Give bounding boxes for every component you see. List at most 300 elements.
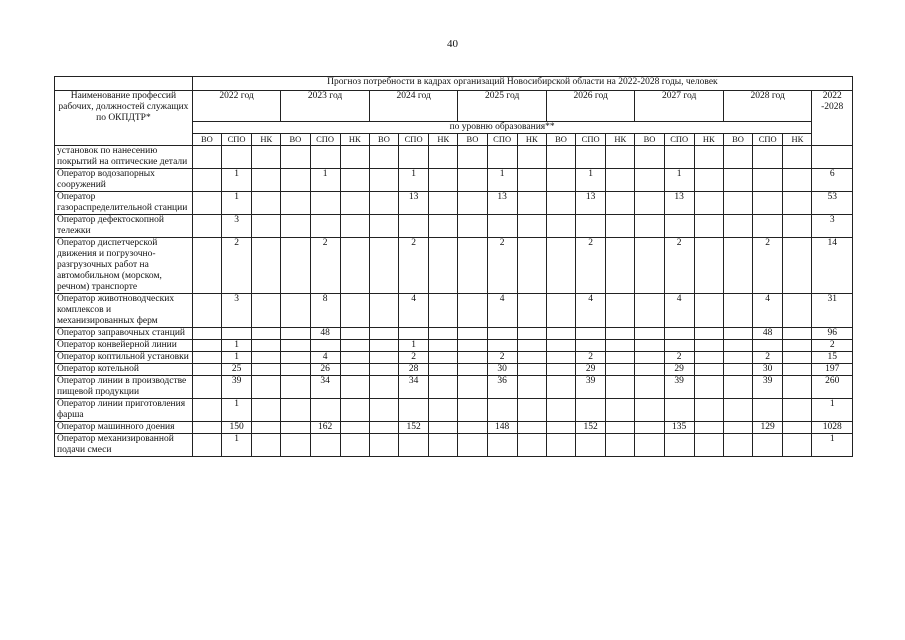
cell-nk: [429, 340, 458, 352]
cell-spo: [664, 146, 694, 169]
cell-spo: [222, 146, 252, 169]
level-header: НК: [694, 134, 723, 146]
cell-vo: [635, 340, 664, 352]
cell-spo: [753, 192, 783, 215]
cell-vo: [281, 215, 310, 238]
cell-vo: [546, 328, 575, 340]
cell-spo: 1: [222, 340, 252, 352]
cell-spo: 25: [222, 364, 252, 376]
cell-nk: [783, 238, 812, 294]
level-header: ВО: [723, 134, 752, 146]
profession-name: Оператор котельной: [55, 364, 193, 376]
cell-nk: [606, 146, 635, 169]
cell-nk: [340, 376, 369, 399]
cell-vo: [281, 192, 310, 215]
cell-vo: [458, 376, 487, 399]
cell-vo: [281, 434, 310, 457]
year-header: 2024 год: [369, 91, 458, 122]
cell-vo: [369, 294, 398, 328]
cell-spo: 4: [664, 294, 694, 328]
table-row: [55, 352, 853, 364]
level-header: ВО: [546, 134, 575, 146]
cell-vo: [723, 192, 752, 215]
cell-total: 3: [812, 215, 853, 238]
cell-spo: 4: [310, 352, 340, 364]
cell-vo: [458, 146, 487, 169]
cell-nk: [517, 399, 546, 422]
cell-vo: [281, 169, 310, 192]
cell-nk: [252, 215, 281, 238]
cell-spo: 2: [576, 352, 606, 364]
cell-spo: 1: [222, 399, 252, 422]
cell-nk: [694, 238, 723, 294]
header-row-title: [55, 77, 853, 91]
cell-vo: [281, 340, 310, 352]
cell-spo: [487, 399, 517, 422]
level-header: НК: [252, 134, 281, 146]
cell-nk: [252, 238, 281, 294]
cell-spo: [576, 215, 606, 238]
cell-nk: [694, 340, 723, 352]
table-row: [55, 399, 853, 422]
cell-nk: [694, 399, 723, 422]
cell-spo: 2: [222, 238, 252, 294]
cell-nk: [783, 169, 812, 192]
cell-spo: 148: [487, 422, 517, 434]
cell-nk: [783, 215, 812, 238]
cell-spo: 2: [576, 238, 606, 294]
cell-spo: 2: [664, 352, 694, 364]
profession-name: Оператор машинного доения: [55, 422, 193, 434]
cell-total: 31: [812, 294, 853, 328]
table-row: [55, 192, 853, 215]
level-header: СПО: [310, 134, 340, 146]
cell-vo: [723, 146, 752, 169]
table-row: [55, 364, 853, 376]
cell-spo: 2: [487, 352, 517, 364]
cell-spo: [753, 169, 783, 192]
cell-spo: 30: [487, 364, 517, 376]
cell-vo: [723, 328, 752, 340]
cell-spo: 4: [753, 294, 783, 328]
cell-vo: [458, 238, 487, 294]
cell-spo: [664, 340, 694, 352]
level-header: ВО: [192, 134, 221, 146]
cell-spo: [399, 434, 429, 457]
cell-nk: [340, 146, 369, 169]
cell-spo: 2: [399, 238, 429, 294]
cell-vo: [546, 294, 575, 328]
cell-nk: [252, 169, 281, 192]
cell-vo: [458, 215, 487, 238]
year-header: 2022 год: [192, 91, 281, 122]
cell-vo: [723, 340, 752, 352]
cell-nk: [783, 364, 812, 376]
cell-spo: 4: [487, 294, 517, 328]
level-header: НК: [783, 134, 812, 146]
cell-vo: [723, 238, 752, 294]
cell-spo: [753, 399, 783, 422]
cell-vo: [723, 364, 752, 376]
cell-nk: [606, 215, 635, 238]
cell-nk: [340, 399, 369, 422]
cell-spo: 1: [399, 169, 429, 192]
cell-nk: [340, 434, 369, 457]
cell-vo: [546, 422, 575, 434]
cell-vo: [635, 215, 664, 238]
cell-nk: [783, 340, 812, 352]
cell-vo: [281, 352, 310, 364]
level-header: ВО: [369, 134, 398, 146]
cell-vo: [192, 364, 221, 376]
cell-vo: [192, 340, 221, 352]
table-row: [55, 146, 853, 169]
cell-vo: [635, 328, 664, 340]
forecast-title: Прогноз потребности в кадрах организаций Новосибирской области на 2022-2028 годы, человек: [192, 77, 852, 91]
cell-spo: 13: [576, 192, 606, 215]
cell-spo: 152: [576, 422, 606, 434]
cell-vo: [546, 340, 575, 352]
cell-total: 1: [812, 434, 853, 457]
cell-vo: [281, 422, 310, 434]
cell-vo: [369, 434, 398, 457]
cell-vo: [192, 434, 221, 457]
cell-spo: [399, 399, 429, 422]
cell-vo: [458, 192, 487, 215]
cell-spo: [664, 215, 694, 238]
cell-nk: [606, 169, 635, 192]
cell-vo: [635, 238, 664, 294]
cell-nk: [694, 215, 723, 238]
cell-vo: [723, 294, 752, 328]
cell-vo: [635, 352, 664, 364]
cell-nk: [252, 294, 281, 328]
cell-spo: 129: [753, 422, 783, 434]
profession-name: Оператор механизированной подачи смеси: [55, 434, 193, 457]
cell-nk: [606, 399, 635, 422]
cell-nk: [252, 376, 281, 399]
level-header: НК: [340, 134, 369, 146]
cell-spo: 4: [576, 294, 606, 328]
cell-vo: [192, 192, 221, 215]
profession-name: Оператор водозапорных сооружений: [55, 169, 193, 192]
cell-spo: 29: [664, 364, 694, 376]
cell-total: 14: [812, 238, 853, 294]
level-header: СПО: [664, 134, 694, 146]
cell-spo: 3: [222, 294, 252, 328]
cell-vo: [546, 192, 575, 215]
profession-name: Оператор конвейерной линии: [55, 340, 193, 352]
cell-spo: 39: [753, 376, 783, 399]
cell-vo: [723, 422, 752, 434]
cell-vo: [369, 238, 398, 294]
cell-spo: [664, 328, 694, 340]
cell-nk: [340, 352, 369, 364]
page-number: 40: [447, 38, 458, 50]
cell-nk: [517, 422, 546, 434]
cell-vo: [546, 215, 575, 238]
cell-spo: [310, 215, 340, 238]
cell-spo: 1: [222, 352, 252, 364]
cell-nk: [252, 434, 281, 457]
year-header: 2026 год: [546, 91, 635, 122]
cell-nk: [517, 192, 546, 215]
cell-vo: [635, 192, 664, 215]
cell-vo: [281, 364, 310, 376]
cell-vo: [458, 422, 487, 434]
cell-vo: [281, 328, 310, 340]
cell-nk: [606, 376, 635, 399]
table-row: [55, 238, 853, 294]
cell-total: 6: [812, 169, 853, 192]
cell-vo: [369, 340, 398, 352]
profession-name: Оператор диспетчерской движения и погрузочно-разгрузочных работ на автомобильном (морском, речном) транспорте: [55, 238, 193, 294]
cell-spo: 1: [222, 169, 252, 192]
cell-spo: [753, 340, 783, 352]
cell-nk: [517, 215, 546, 238]
cell-nk: [783, 434, 812, 457]
cell-vo: [192, 146, 221, 169]
cell-spo: 48: [310, 328, 340, 340]
cell-spo: [487, 340, 517, 352]
cell-nk: [783, 399, 812, 422]
cell-nk: [252, 340, 281, 352]
cell-nk: [694, 364, 723, 376]
by-level-header: по уровню образования**: [192, 122, 812, 134]
cell-spo: 39: [576, 376, 606, 399]
cell-nk: [694, 146, 723, 169]
cell-vo: [635, 399, 664, 422]
level-header: НК: [606, 134, 635, 146]
cell-spo: [664, 434, 694, 457]
cell-vo: [458, 352, 487, 364]
cell-spo: 150: [222, 422, 252, 434]
profession-name: Оператор заправочных станций: [55, 328, 193, 340]
cell-total: [812, 146, 853, 169]
cell-spo: 1: [310, 169, 340, 192]
table-row: [55, 328, 853, 340]
table-row: [55, 340, 853, 352]
cell-spo: 8: [310, 294, 340, 328]
cell-spo: 1: [664, 169, 694, 192]
cell-spo: 26: [310, 364, 340, 376]
cell-spo: [399, 146, 429, 169]
cell-vo: [635, 146, 664, 169]
cell-spo: [310, 340, 340, 352]
cell-vo: [458, 364, 487, 376]
total-column-header: 2022 -2028: [812, 91, 853, 146]
table-row: [55, 422, 853, 434]
cell-nk: [340, 238, 369, 294]
cell-nk: [606, 434, 635, 457]
header-row-years: [55, 91, 853, 122]
cell-spo: [753, 146, 783, 169]
cell-nk: [252, 399, 281, 422]
cell-spo: [576, 146, 606, 169]
cell-spo: 1: [487, 169, 517, 192]
cell-vo: [635, 422, 664, 434]
cell-spo: 1: [399, 340, 429, 352]
cell-total: 53: [812, 192, 853, 215]
cell-spo: [576, 434, 606, 457]
cell-nk: [340, 169, 369, 192]
forecast-table: [54, 76, 853, 457]
profession-name: Оператор линии в производстве пищевой продукции: [55, 376, 193, 399]
cell-nk: [606, 192, 635, 215]
cell-vo: [192, 328, 221, 340]
cell-nk: [694, 376, 723, 399]
cell-nk: [517, 328, 546, 340]
cell-vo: [281, 399, 310, 422]
cell-vo: [546, 399, 575, 422]
cell-vo: [192, 422, 221, 434]
cell-vo: [635, 364, 664, 376]
cell-vo: [723, 352, 752, 364]
cell-vo: [281, 294, 310, 328]
cell-nk: [429, 146, 458, 169]
cell-vo: [546, 352, 575, 364]
level-header: НК: [429, 134, 458, 146]
cell-nk: [429, 328, 458, 340]
cell-nk: [783, 294, 812, 328]
cell-nk: [429, 434, 458, 457]
year-header: 2025 год: [458, 91, 547, 122]
cell-nk: [694, 192, 723, 215]
cell-nk: [429, 215, 458, 238]
cell-vo: [723, 169, 752, 192]
cell-nk: [606, 352, 635, 364]
cell-nk: [694, 422, 723, 434]
cell-nk: [429, 376, 458, 399]
cell-vo: [192, 215, 221, 238]
cell-nk: [517, 294, 546, 328]
table-row: [55, 169, 853, 192]
profession-name: Оператор газораспределительной станции: [55, 192, 193, 215]
cell-total: 15: [812, 352, 853, 364]
cell-vo: [458, 294, 487, 328]
cell-spo: 2: [664, 238, 694, 294]
cell-vo: [635, 376, 664, 399]
cell-vo: [723, 215, 752, 238]
cell-nk: [517, 352, 546, 364]
cell-vo: [635, 294, 664, 328]
cell-total: 197: [812, 364, 853, 376]
profession-name: Оператор животноводческих комплексов и механизированных ферм: [55, 294, 193, 328]
cell-total: 1: [812, 399, 853, 422]
cell-vo: [369, 422, 398, 434]
profession-name: установок по нанесению покрытий на оптические детали: [55, 146, 193, 169]
cell-vo: [546, 169, 575, 192]
cell-spo: [753, 215, 783, 238]
cell-spo: [310, 399, 340, 422]
cell-vo: [369, 399, 398, 422]
cell-spo: 36: [487, 376, 517, 399]
cell-nk: [783, 328, 812, 340]
cell-spo: 162: [310, 422, 340, 434]
cell-spo: [310, 434, 340, 457]
cell-nk: [429, 352, 458, 364]
cell-spo: 135: [664, 422, 694, 434]
cell-nk: [606, 294, 635, 328]
cell-spo: 29: [576, 364, 606, 376]
level-header: ВО: [458, 134, 487, 146]
cell-vo: [458, 399, 487, 422]
cell-nk: [340, 215, 369, 238]
year-header: 2028 год: [723, 91, 812, 122]
level-header: СПО: [222, 134, 252, 146]
cell-vo: [546, 146, 575, 169]
level-header: СПО: [487, 134, 517, 146]
cell-vo: [723, 399, 752, 422]
cell-spo: 1: [222, 192, 252, 215]
cell-spo: 13: [487, 192, 517, 215]
cell-nk: [340, 294, 369, 328]
cell-spo: 48: [753, 328, 783, 340]
cell-nk: [252, 328, 281, 340]
cell-vo: [635, 434, 664, 457]
level-header: СПО: [753, 134, 783, 146]
cell-vo: [192, 376, 221, 399]
cell-nk: [252, 192, 281, 215]
cell-spo: 152: [399, 422, 429, 434]
cell-spo: [487, 215, 517, 238]
cell-spo: [310, 146, 340, 169]
cell-nk: [517, 434, 546, 457]
profession-name: Оператор дефектоскопной тележки: [55, 215, 193, 238]
cell-nk: [517, 238, 546, 294]
cell-spo: 30: [753, 364, 783, 376]
level-header: ВО: [281, 134, 310, 146]
cell-vo: [546, 434, 575, 457]
cell-total: 260: [812, 376, 853, 399]
cell-vo: [369, 169, 398, 192]
cell-nk: [606, 340, 635, 352]
cell-nk: [606, 422, 635, 434]
cell-nk: [783, 422, 812, 434]
cell-spo: [399, 215, 429, 238]
cell-nk: [252, 146, 281, 169]
cell-vo: [458, 169, 487, 192]
cell-vo: [458, 328, 487, 340]
level-header: НК: [517, 134, 546, 146]
cell-spo: [576, 340, 606, 352]
cell-spo: 2: [753, 238, 783, 294]
cell-spo: 39: [222, 376, 252, 399]
cell-nk: [252, 422, 281, 434]
cell-spo: [399, 328, 429, 340]
cell-spo: 39: [664, 376, 694, 399]
cell-vo: [281, 376, 310, 399]
cell-vo: [369, 215, 398, 238]
cell-spo: 1: [222, 434, 252, 457]
cell-vo: [458, 340, 487, 352]
cell-vo: [635, 169, 664, 192]
cell-nk: [340, 422, 369, 434]
cell-vo: [192, 294, 221, 328]
level-header: СПО: [399, 134, 429, 146]
level-header: СПО: [576, 134, 606, 146]
cell-nk: [606, 364, 635, 376]
table-row: [55, 376, 853, 399]
table-row: [55, 215, 853, 238]
cell-nk: [429, 238, 458, 294]
cell-vo: [192, 169, 221, 192]
cell-vo: [458, 434, 487, 457]
cell-vo: [546, 238, 575, 294]
cell-vo: [281, 146, 310, 169]
cell-nk: [429, 364, 458, 376]
cell-nk: [694, 294, 723, 328]
